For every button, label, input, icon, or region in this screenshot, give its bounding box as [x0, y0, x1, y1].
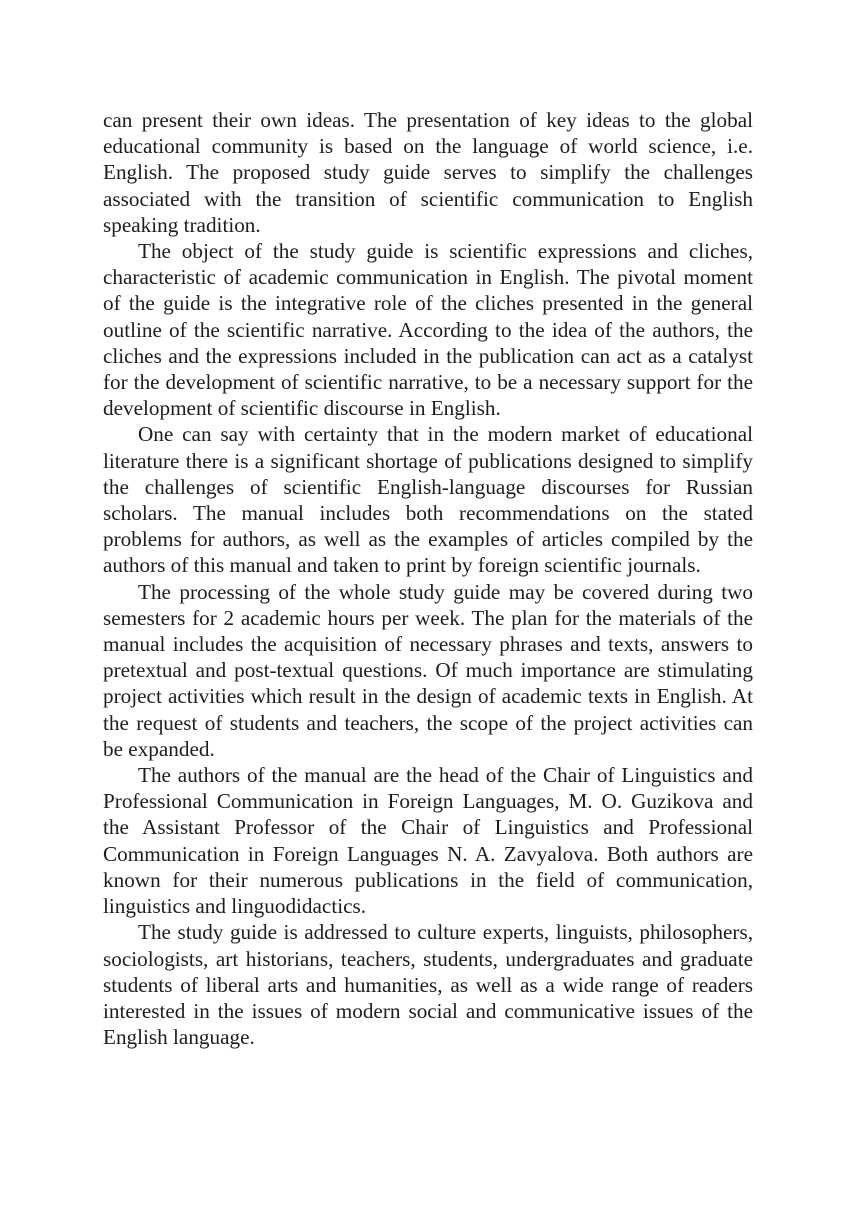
paragraph-continuation: can present their own ideas. The presentation of key ideas to the global educational community is based on the language of world science, i.e. English. The proposed study guide serves to simplify the challenges associated with the transition of scientific communication to English speaking tradition.	[103, 108, 753, 237]
paragraph-object-of-guide: The object of the study guide is scientific expressions and cliches, characteristic of academic communication in English. The pivotal moment of the guide is the integrative role of the cliches presented in the general outline of the scientific narrative. According to the idea of the authors, the cliches and the expressions included in the publication can act as a catalyst for the development of scientific narrative, to be a necessary support for the development of scientific discourse in English.	[103, 239, 753, 421]
paragraph-authors: The authors of the manual are the head of the Chair of Linguistics and Professional Communication in Foreign Languages, M. O. Guzikova and the Assistant Professor of the Chair of Linguistics and Professional Communication in Foreign Languages N. A. Zavyalova. Both authors are known for their numerous publications in the field of communication, linguistics and linguodidactics.	[103, 763, 753, 919]
paragraph-processing-plan: The processing of the whole study guide may be covered during two semesters for 2 academic hours per week. The plan for the materials of the manual includes the acquisition of necessary phrases and texts, answers to pretextual and post-textual questions. Of much importance are stimulating project activities which result in the design of academic texts in English. At the request of students and teachers, the scope of the project activities can be expanded.	[103, 579, 753, 761]
document-page	[103, 107, 753, 1050]
paragraph-market-shortage: One can say with certainty that in the modern market of educational literature there is a significant shortage of publications designed to simplify the challenges of scientific English-language discourses for Russian scholars. The manual includes both recommendations on the stated problems for authors, as well as the examples of articles compiled by the authors of this manual and taken to print by foreign scientific journals.	[103, 422, 753, 578]
paragraph-audience: The study guide is addressed to culture experts, linguists, philosophers, sociologists, art historians, teachers, students, undergraduates and graduate students of liberal arts and humanities, as well as a wide range of readers interested in the issues of modern social and communicative issues of the English language.	[103, 920, 753, 1050]
